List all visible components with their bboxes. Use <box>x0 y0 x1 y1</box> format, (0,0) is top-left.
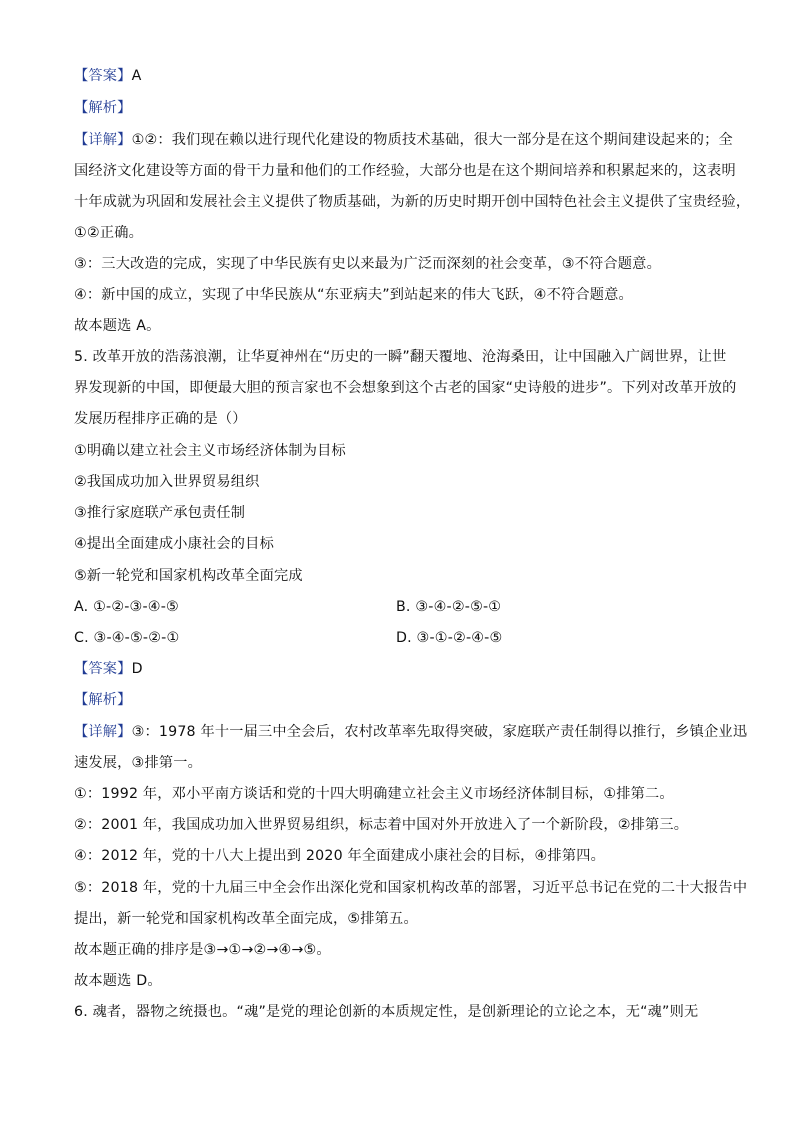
detail-label: 【详解】 <box>74 724 132 740</box>
q5-detail-line: ①：1992 年，邓小平南方谈话和党的十四大明确建立社会主义市场经济体制目标，①排第二。 <box>74 786 674 802</box>
q4-detail-line: ①②正确。 <box>74 225 144 241</box>
q5-option-b: B. ③-④-②-⑤-① <box>396 599 502 615</box>
q5-item: ④提出全面建成小康社会的目标 <box>74 536 274 552</box>
q4-answer <box>74 66 141 86</box>
q5-detail-line: 提出，新一轮党和国家机构改革全面完成，⑤排第五。 <box>74 911 418 927</box>
q5-item: ③推行家庭联产承包责任制 <box>74 505 246 521</box>
q5-option-c: C. ③-④-⑤-②-① <box>74 630 180 646</box>
q5-stem-line: 界发现新的中国，即便最大胆的预言家也不会想象到这个古老的国家“史诗般的进步”。下列对改革开放的 <box>74 380 737 396</box>
q5-stem-line: 5. 改革开放的浩荡浪潮，让华夏神州在“历史的一瞬”翻天覆地、沧海桑田，让中国融入广阔世界，让世 <box>74 349 727 365</box>
q4-detail-line: 国经济文化建设等方面的骨干力量和他们的工作经验，大部分也是在这个期间培养和积累起来的，这表明 <box>74 163 736 179</box>
q5-stem-line: 发展历程排序正确的是（） <box>74 411 247 427</box>
q5-option-d: D. ③-①-②-④-⑤ <box>396 630 503 646</box>
q5-order: 故本题正确的排序是③→①→②→④→⑤。 <box>74 942 331 958</box>
q4-conclusion: 故本题选 A。 <box>74 318 161 334</box>
q4-analysis-label: 【解析】 <box>74 100 132 116</box>
q5-option-a: A. ①-②-③-④-⑤ <box>74 599 179 615</box>
answer-label: 【答案】 <box>74 661 132 677</box>
q4-detail-line: ④：新中国的成立，实现了中华民族从“东亚病夫”到站起来的伟大飞跃，④不符合题意。 <box>74 287 633 303</box>
q5-detail-line: 【详解】③：1978 年十一届三中全会后，农村改革率先取得突破，家庭联产责任制得以推行，乡镇企业迅 <box>74 724 748 740</box>
q5-detail-line: ⑤：2018 年，党的十九届三中全会作出深化党和国家机构改革的部署，习近平总书记在党的二十大报告中 <box>74 880 748 896</box>
q4-detail-line: ③：三大改造的完成，实现了中华民族有史以来最为广泛而深刻的社会变革，③不符合题意。 <box>74 256 661 272</box>
q5-detail-line: 速发展，③排第一。 <box>74 755 203 771</box>
q5-detail-line: ④：2012 年，党的十八大上提出到 2020 年全面建成小康社会的目标，④排第四。 <box>74 848 606 864</box>
q6-stem-line: 6. 魂者，器物之统摄也。“魂”是党的理论创新的本质规定性，是创新理论的立论之本，无“魂”则无 <box>74 1004 699 1020</box>
q5-answer <box>74 659 143 679</box>
q5-item: ②我国成功加入世界贸易组织 <box>74 474 260 490</box>
answer-value: D <box>131 661 143 677</box>
q4-detail-line: 【详解】①②：我们现在赖以进行现代化建设的物质技术基础，很大一部分是在这个期间建设起来的；全 <box>74 132 733 148</box>
q5-analysis-label: 【解析】 <box>74 692 132 708</box>
q5-conclusion: 故本题选 D。 <box>74 973 162 989</box>
q5-item: ⑤新一轮党和国家机构改革全面完成 <box>74 568 303 584</box>
answer-label: 【答案】 <box>74 68 132 84</box>
answer-value: A <box>131 68 142 84</box>
q5-detail-line: ②：2001 年，我国成功加入世界贸易组织，标志着中国对外开放进入了一个新阶段，②排第三。 <box>74 817 689 833</box>
detail-label: 【详解】 <box>74 132 132 148</box>
q4-detail-line: 十年成就为巩固和发展社会主义提供了物质基础，为新的历史时期开创中国特色社会主义提供了宝贵经验， <box>74 194 751 210</box>
q5-item: ①明确以建立社会主义市场经济体制为目标 <box>74 443 346 459</box>
